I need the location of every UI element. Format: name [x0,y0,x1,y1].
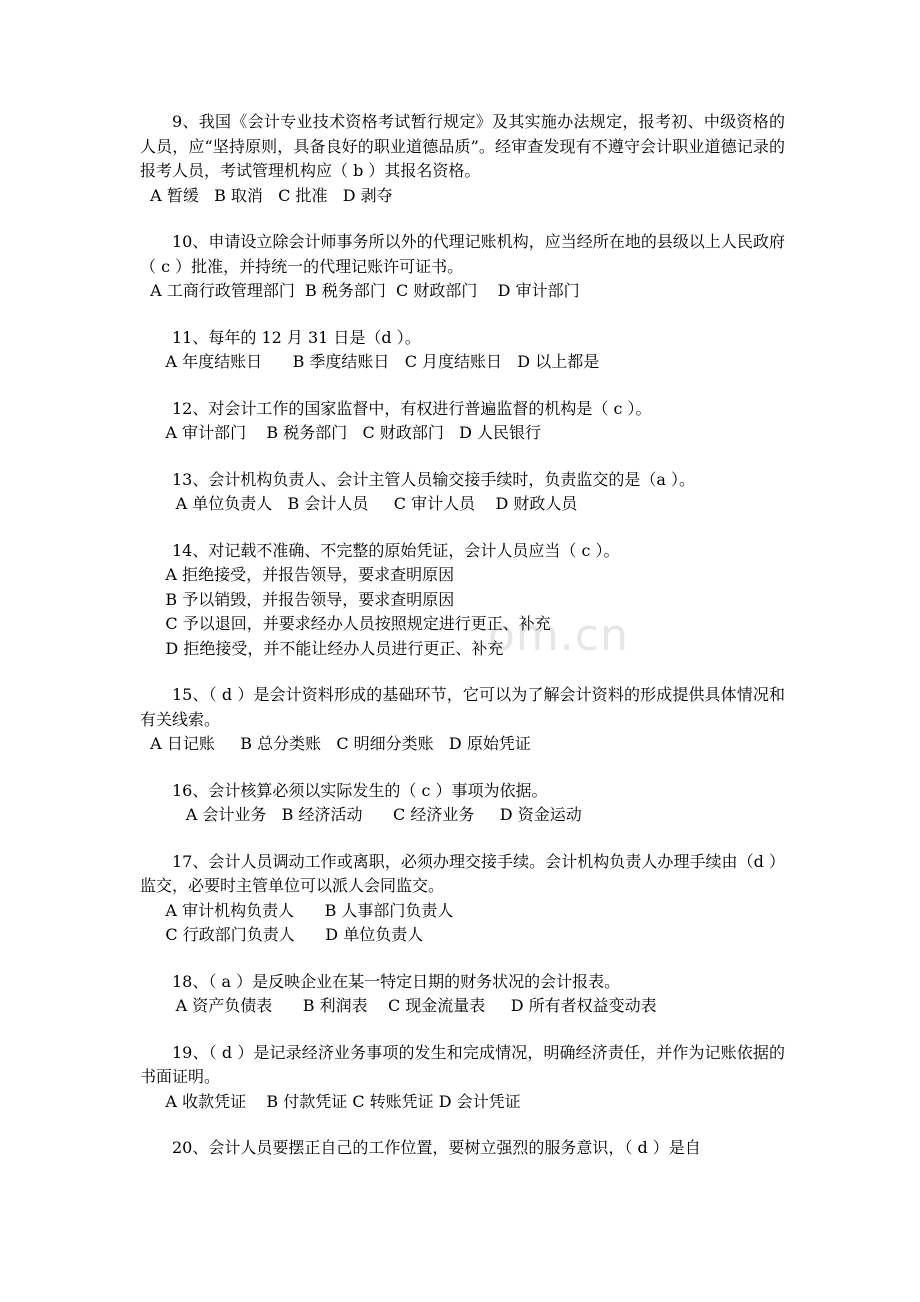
question-options: A 收款凭证 B 付款凭证 C 转账凭证 D 会计凭证 [140,1091,521,1111]
question-option-a: A 拒绝接受，并报告领导，要求查明原因 [140,565,455,584]
question-13 [140,468,785,517]
question-options: A 工商行政管理部门 B 税务部门 C 财政部门 D 审计部门 [140,281,580,300]
question-19 [140,1041,785,1115]
question-options-ab: A 审计机构负责人 B 人事部门负责人 [140,900,454,920]
question-12 [140,397,785,446]
question-option-b: B 予以销毁，并报告领导，要求查明原因 [140,589,455,609]
question-stem: 10、申请设立除会计师事务所以外的代理记账机构，应当经所在地的县级以上人民政府（ c ）批准，并持统一的代理记账许可证书。 [140,232,785,276]
question-9 [140,110,785,208]
question-stem: 14、对记载不准确、不完整的原始凭证，会计人员应当（ c ）。 [172,540,620,560]
question-stem: 16、会计核算必须以实际发生的（ c ）事项为依据。 [172,780,548,800]
question-20 [140,1136,785,1161]
question-18 [140,970,785,1019]
question-stem: 13、会计机构负责人、会计主管人员输交接手续时，负责监交的是（a ）。 [172,469,695,489]
question-stem: 9、我国《会计专业技术资格考试暂行规定》及其实施办法规定，报考初、中级资格的人员，应“坚持原则，具备良好的职业道德品质”。经审查发现有不遵守会计职业道德记录的报考人员，考试管理机构应（ b ）其报名资格。 [140,112,785,180]
question-options: A 资产负债表 B 利润表 C 现金流量表 D 所有者权益变动表 [140,996,657,1015]
question-stem: 19、（ d ）是记录经济业务事项的发生和完成情况，明确经济责任，并作为记账依据的书面证明。 [140,1042,785,1086]
question-options: A 年度结账日 B 季度结账日 C 月度结账日 D 以上都是 [140,352,600,371]
question-options: A 暂缓 B 取消 C 批准 D 剥夺 [140,185,393,205]
watermark: om.cn [488,610,629,661]
question-options: A 会计业务 B 经济活动 C 经济业务 D 资金运动 [140,805,582,824]
question-stem: 18、（ a ）是反映企业在某一特定日期的财务状况的会计报表。 [172,971,621,991]
question-options: A 日记账 B 总分类账 C 明细分类账 D 原始凭证 [140,734,531,753]
question-stem: 20、会计人员要摆正自己的工作位置，要树立强烈的服务意识，（ d ）是自 [172,1138,701,1157]
question-stem: 11、每年的 12 月 31 日是（d ）。 [172,327,421,347]
question-11 [140,326,785,375]
question-option-d: D 拒绝接受，并不能让经办人员进行更正、补充 [140,638,504,658]
exam-document [140,110,785,1161]
question-stem: 17、会计人员调动工作或离职，必须办理交接手续。会计机构负责人办理手续由（d ）监交，必要时主管单位可以派人会同监交。 [140,851,785,895]
question-14 [140,539,785,662]
question-options-cd: C 行政部门负责人 D 单位负责人 [140,925,424,944]
question-option-c: C 予以退回，并要求经办人员按照规定进行更正、补充 [140,614,551,633]
question-10 [140,230,785,304]
question-15 [140,683,785,757]
question-stem: 15、（ d ）是会计资料形成的基础环节，它可以为了解会计资料的形成提供具体情况和有关线索。 [140,685,785,729]
question-17 [140,850,785,948]
question-16 [140,779,785,828]
question-stem: 12、对会计工作的国家监督中，有权进行普遍监督的机构是（ c ）。 [172,398,652,418]
question-options: A 单位负责人 B 会计人员 C 审计人员 D 财政人员 [140,494,578,513]
question-options: A 审计部门 B 税务部门 C 财政部门 D 人民银行 [140,423,542,442]
